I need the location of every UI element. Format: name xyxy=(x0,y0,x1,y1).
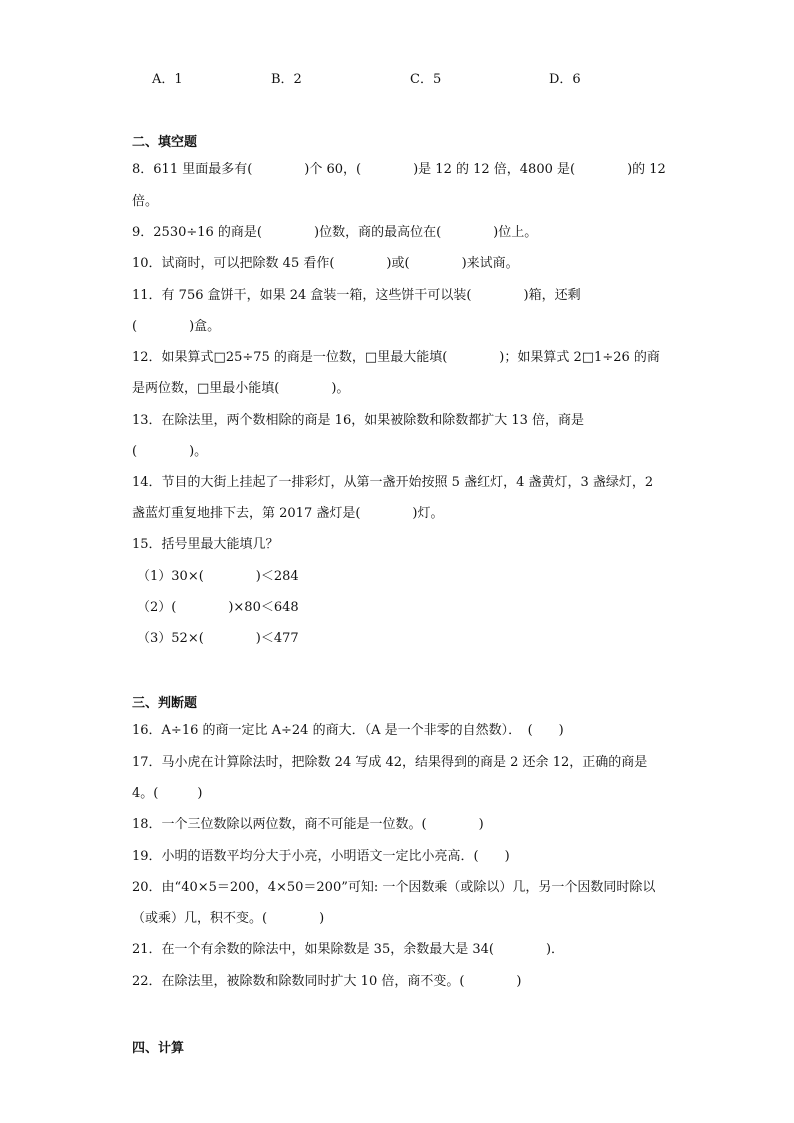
option-b: B．2 xyxy=(271,72,302,87)
option-d: D．6 xyxy=(549,72,581,87)
question-15: 15．括号里最大能填几？ xyxy=(132,537,279,552)
question-8-line-1: 8．611 里面最多有( )个 60，( )是 12 的 12 倍，4800 是( )的 12 xyxy=(132,162,666,177)
question-16: 16．A÷16 的商一定比 A÷24 的商大．（A 是一个非零的自然数）． ( ) xyxy=(132,723,564,738)
option-c: C．5 xyxy=(410,72,442,87)
question-13-line-2: ( )。 xyxy=(132,444,208,459)
option-a: A．1 xyxy=(152,72,183,87)
question-12-line-1: 12．如果算式□25÷75 的商是一位数，□里最大能填( )；如果算式 2□1÷26 的商 xyxy=(132,350,660,365)
question-10: 10．试商时，可以把除数 45 看作( )或( )来试商。 xyxy=(132,256,519,271)
question-17-line-2: 4。( ) xyxy=(132,786,203,801)
question-17-line-1: 17．马小虎在计算除法时，把除数 24 写成 42，结果得到的商是 2 还余 12，正确的商是 xyxy=(132,755,648,770)
question-12-line-2: 是两位数，□里最小能填( )。 xyxy=(132,381,350,396)
question-11-line-1: 11．有 756 盒饼干，如果 24 盒装一箱，这些饼干可以装( )箱，还剩 xyxy=(132,288,581,303)
question-15-part-3: （3）52×( )＜477 xyxy=(137,631,299,646)
section-3-heading: 三、判断题 xyxy=(132,696,198,711)
question-15-part-1: （1）30×( )＜284 xyxy=(137,569,299,584)
question-11-line-2: ( )盒。 xyxy=(132,319,221,334)
question-8-line-2: 倍。 xyxy=(132,194,159,209)
question-9: 9．2530÷16 的商是( )位数，商的最高位在( )位上。 xyxy=(132,225,538,240)
question-19: 19．小明的语数平均分大于小亮，小明语文一定比小亮高．( ) xyxy=(132,849,510,864)
question-20-line-2: （或乘）几，积不变。( ) xyxy=(132,911,325,926)
question-14-line-2: 盏蓝灯重复地排下去，第 2017 盏灯是( )灯。 xyxy=(132,506,444,521)
section-4-heading: 四、计算 xyxy=(132,1041,185,1056)
question-20-line-1: 20．由“40×5＝200，4×50＝200”可知: 一个因数乘（或除以）几，另一个因数同时除以 xyxy=(132,880,656,895)
question-14-line-1: 14．节目的大街上挂起了一排彩灯，从第一盏开始按照 5 盏红灯，4 盏黄灯，3 盏绿灯，2 xyxy=(132,475,654,490)
question-18: 18．一个三位数除以两位数，商不可能是一位数。( ) xyxy=(132,817,484,832)
question-22: 22．在除法里，被除数和除数同时扩大 10 倍，商不变。( ) xyxy=(132,974,522,989)
question-21: 21．在一个有余数的除法中，如果除数是 35，余数最大是 34( )． xyxy=(132,942,565,957)
question-13-line-1: 13．在除法里，两个数相除的商是 16，如果被除数和除数都扩大 13 倍，商是 xyxy=(132,413,585,428)
section-2-heading: 二、填空题 xyxy=(132,135,198,150)
question-15-part-2: （2）( )×80＜648 xyxy=(137,600,299,615)
